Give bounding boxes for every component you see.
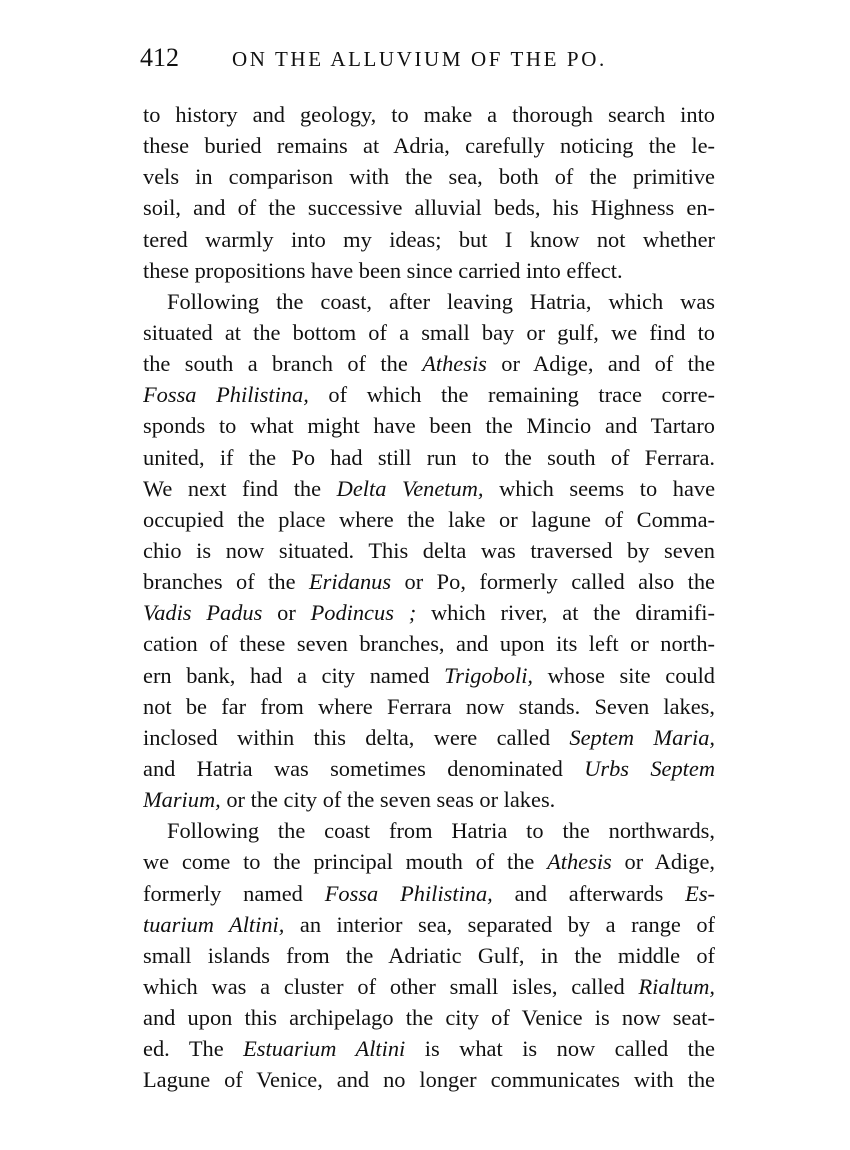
text-line [143, 628, 715, 659]
text-run: or Adige, [611, 849, 715, 875]
text-line [143, 597, 715, 628]
text-line [143, 878, 715, 909]
text-line [143, 691, 715, 722]
text-line [143, 410, 715, 441]
italic-text: Marium, [143, 787, 221, 813]
text-line [143, 161, 715, 192]
text-run: Following the coast from Hatria to the northwards, [167, 818, 715, 844]
text-run: the south a branch of the [143, 351, 423, 377]
text-line [143, 1033, 715, 1064]
text-run: cation of these seven branches, and upon its left or north- [143, 631, 715, 657]
text-line [143, 130, 715, 161]
running-head [140, 38, 720, 78]
text-line [143, 846, 715, 877]
text-run: these buried remains at Adria, carefully noticing the le- [143, 133, 715, 159]
text-line [143, 504, 715, 535]
text-run: we come to the principal mouth of the [143, 849, 548, 875]
italic-text: Fossa Philistina, [143, 382, 309, 408]
text-line [143, 909, 715, 940]
text-run: these propositions have been since carried into effect. [143, 257, 623, 283]
text-run: and Hatria was sometimes denominated [143, 755, 585, 781]
italic-text: Rialtum, [638, 973, 715, 999]
text-line [143, 379, 715, 410]
text-line [143, 660, 715, 691]
text-line [143, 1002, 715, 1033]
text-run: whose site could [533, 662, 715, 688]
text-run: and afterwards [492, 880, 686, 906]
text-run: and upon this archipelago the city of Venice is now seat- [143, 1005, 715, 1031]
italic-text: Athesis [547, 849, 612, 875]
text-run: or Adige, and of the [486, 351, 715, 377]
text-run: vels in comparison with the sea, both of the primitive [143, 164, 715, 190]
text-run: of which the remaining trace corre- [308, 382, 715, 408]
text-line [143, 722, 715, 753]
italic-text: Fossa Philistina, [324, 880, 493, 906]
text-run: ed. The [143, 1036, 244, 1062]
running-title: ON THE ALLUVIUM OF THE PO. [232, 47, 607, 71]
text-run: united, if the Po had still run to the south of Ferrara. [143, 444, 715, 470]
text-run: not be far from where Ferrara now stands. Seven lakes, [143, 693, 715, 719]
text-line [143, 535, 715, 566]
text-line [143, 971, 715, 1002]
text-run: which seems to have [483, 475, 715, 501]
italic-text: tuarium Altini, [143, 911, 285, 937]
body-text [143, 99, 715, 1096]
text-run: inclosed within this delta, were called [143, 724, 570, 750]
text-line [143, 442, 715, 473]
text-run: is what is now called the [405, 1036, 715, 1062]
text-line [143, 1064, 715, 1095]
text-line [143, 192, 715, 223]
text-run: small islands from the Adriatic Gulf, in the middle of [143, 942, 715, 968]
text-line [143, 815, 715, 846]
text-line [143, 473, 715, 504]
text-line [143, 317, 715, 348]
text-line [143, 224, 715, 255]
italic-text: Es- [685, 880, 715, 906]
text-run: We next find the [143, 475, 337, 501]
text-line [143, 255, 715, 286]
text-run: an interior sea, separated by a range of [284, 911, 715, 937]
text-line [143, 940, 715, 971]
text-line [143, 99, 715, 130]
text-line [143, 566, 715, 597]
italic-text: Trigoboli, [444, 662, 534, 688]
italic-text: Delta Venetum, [336, 475, 484, 501]
text-run: situated at the bottom of a small bay or gulf, we find to [143, 319, 715, 345]
text-run: sponds to what might have been the Mincio and Tartaro [143, 413, 715, 439]
text-line [143, 753, 715, 784]
text-run: tered warmly into my ideas; but I know not whether [143, 226, 715, 252]
italic-text: Vadis Padus [143, 600, 263, 626]
text-run: chio is now situated. This delta was traversed by seven [143, 537, 715, 563]
italic-text: Podincus ; [310, 600, 417, 626]
text-run: which river, at the diramifi- [416, 600, 715, 626]
italic-text: Estuarium Altini [243, 1036, 406, 1062]
italic-text: Eridanus [308, 569, 392, 595]
text-run: or Po, formerly called also the [391, 569, 715, 595]
text-run: or the city of the seven seas or lakes. [220, 787, 556, 813]
text-run: branches of the [143, 569, 309, 595]
text-run: soil, and of the successive alluvial beds, his Highness en- [143, 195, 715, 221]
text-run: formerly named [143, 880, 325, 906]
text-line [143, 784, 715, 815]
page-number: 412 [140, 43, 179, 72]
italic-text: Athesis [422, 351, 487, 377]
text-line [143, 286, 715, 317]
text-run: Lagune of Venice, and no longer communicates with the [143, 1067, 715, 1093]
text-run: which was a cluster of other small isles, called [143, 973, 639, 999]
text-run: occupied the place where the lake or lagune of Comma- [143, 506, 715, 532]
text-run: to history and geology, to make a thorough search into [143, 102, 715, 127]
text-run: ern bank, had a city named [143, 662, 445, 688]
italic-text: Urbs Septem [584, 755, 715, 781]
text-run: Following the coast, after leaving Hatria, which was [167, 288, 715, 314]
italic-text: Septem Maria, [569, 724, 715, 750]
text-run: or [262, 600, 311, 626]
text-line [143, 348, 715, 379]
